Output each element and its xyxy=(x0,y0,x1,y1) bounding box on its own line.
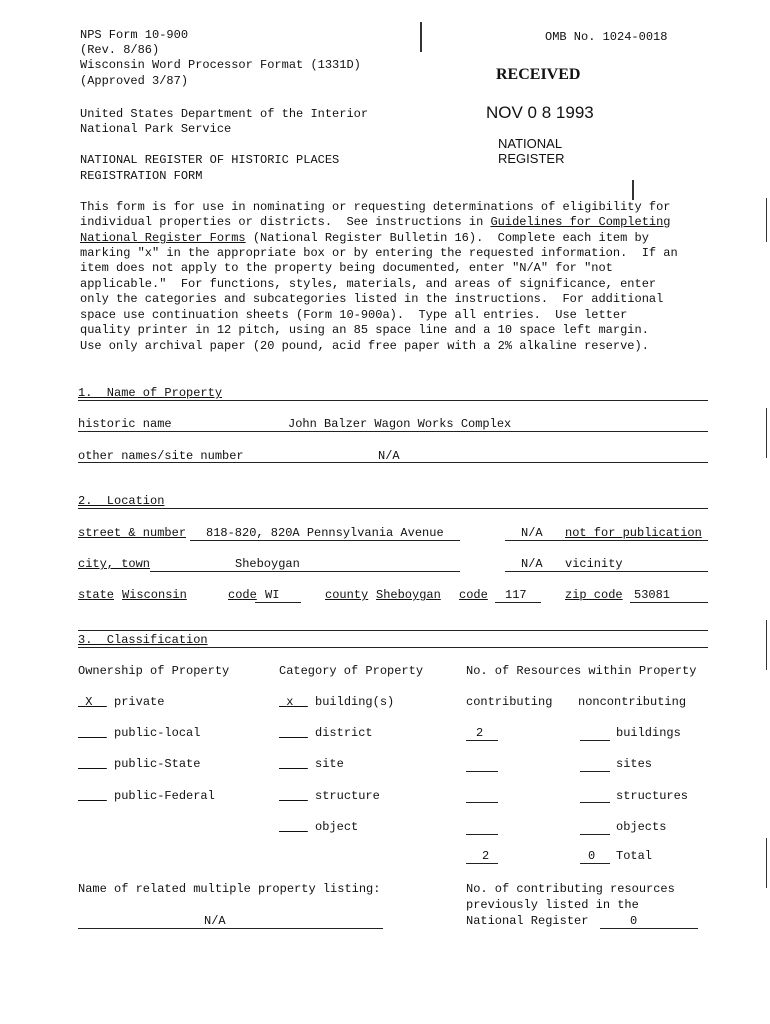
section-3-heading: 3. Classification xyxy=(78,633,208,647)
divider xyxy=(466,771,498,772)
county-code-value: 117 xyxy=(505,588,527,602)
divider xyxy=(466,834,498,835)
divider xyxy=(580,834,610,835)
ownership-option xyxy=(78,695,164,710)
divider xyxy=(580,740,610,741)
divider xyxy=(78,400,708,401)
ownership-label: private xyxy=(114,695,165,709)
divider xyxy=(78,431,708,432)
instructions-line: only the categories and subcategories listed in the instructions. For additional xyxy=(80,292,664,306)
state-label: state xyxy=(78,588,115,602)
instructions-line: item does not apply to the property being documented, enter "N/A" for "not xyxy=(80,261,613,275)
divider xyxy=(580,802,610,803)
ownership-option xyxy=(78,726,200,741)
instructions-line: quality printer in 12 pitch, using an 85 space line and a 10 space left margin. xyxy=(80,323,649,337)
scan-edge-mark xyxy=(766,620,767,670)
related-listing-label: Name of related multiple property listing: xyxy=(78,882,381,896)
category-mark xyxy=(279,726,308,740)
street-value: 818-820, 820A Pennsylvania Avenue xyxy=(206,526,444,540)
previously-listed-label: National Register xyxy=(466,914,589,928)
instructions-line: marking "x" in the appropriate box or by entering the requested information. If an xyxy=(80,246,678,260)
category-label: site xyxy=(315,757,344,771)
stamp-date: NOV 0 8 1993 xyxy=(486,103,594,122)
instructions-line: applicable." For functions, styles, materials, and areas of significance, enter xyxy=(80,277,657,291)
category-mark xyxy=(279,789,308,803)
stamp-received: RECEIVED xyxy=(496,66,581,83)
divider xyxy=(580,863,610,864)
category-mark xyxy=(279,820,308,834)
divider xyxy=(505,571,708,572)
vicinity-label: vicinity xyxy=(565,557,623,571)
ownership-mark xyxy=(78,789,107,803)
ownership-label: public-local xyxy=(114,726,201,740)
category-mark xyxy=(279,695,308,709)
category-option xyxy=(279,757,344,772)
vicinity-value: N/A xyxy=(521,557,543,571)
category-label: structure xyxy=(315,789,380,803)
previously-listed-label: No. of contributing resources xyxy=(466,882,675,896)
noncontributing-total: 0 xyxy=(588,849,596,863)
contributing-buildings: 2 xyxy=(476,726,484,740)
scan-edge-mark xyxy=(766,838,767,888)
divider xyxy=(255,602,301,603)
margin-mark xyxy=(632,180,634,200)
contributing-total: 2 xyxy=(482,849,490,863)
ownership-option xyxy=(78,789,215,804)
ownership-label: public-State xyxy=(114,757,201,771)
stamp-national: NATIONAL xyxy=(498,136,563,151)
instructions-line: This form is for use in nominating or requesting determinations of eligibility for xyxy=(80,200,671,214)
county-value: Sheboygan xyxy=(376,588,441,602)
state-code-label: code xyxy=(228,588,257,602)
margin-mark xyxy=(420,22,422,52)
instructions-text: (National Register Bulletin 16). Complete each item by xyxy=(245,231,649,245)
divider xyxy=(600,928,698,929)
form-revision: (Rev. 8/86) xyxy=(80,43,160,57)
city-value: Sheboygan xyxy=(235,557,300,571)
divider xyxy=(78,630,708,631)
resource-label: buildings xyxy=(616,726,681,740)
related-listing-value: N/A xyxy=(204,914,226,928)
form-number: NPS Form 10-900 xyxy=(80,28,189,42)
scan-edge-mark xyxy=(766,198,767,242)
resource-label: Total xyxy=(616,849,653,863)
form-approved: (Approved 3/87) xyxy=(80,74,189,88)
form-format: Wisconsin Word Processor Format (1331D) xyxy=(80,58,361,72)
category-label: district xyxy=(315,726,373,740)
divider xyxy=(466,802,498,803)
category-option xyxy=(279,726,373,741)
category-label: building(s) xyxy=(315,695,395,709)
category-option xyxy=(279,695,394,710)
divider xyxy=(466,863,498,864)
section-1-heading: 1. Name of Property xyxy=(78,386,223,400)
street-label: street & number xyxy=(78,526,187,540)
ownership-mark-value: X xyxy=(85,695,93,709)
divider xyxy=(505,540,708,541)
county-code-label: code xyxy=(459,588,488,602)
divider xyxy=(466,740,498,741)
zip-label: zip code xyxy=(565,588,623,602)
divider xyxy=(495,602,541,603)
county-label: county xyxy=(325,588,369,602)
ownership-mark xyxy=(78,726,107,740)
divider xyxy=(78,647,708,648)
ownership-mark xyxy=(78,695,107,709)
divider xyxy=(78,928,383,929)
ownership-header: Ownership of Property xyxy=(78,664,230,678)
divider xyxy=(190,540,460,541)
register-title: NATIONAL REGISTER OF HISTORIC PLACES xyxy=(80,153,340,167)
stamp-register: REGISTER xyxy=(498,151,565,166)
registration-form-title: REGISTRATION FORM xyxy=(80,169,203,183)
state-code-value: WI xyxy=(265,588,280,602)
divider xyxy=(78,462,708,463)
scan-edge-mark xyxy=(766,408,767,458)
category-option xyxy=(279,820,358,835)
ownership-option xyxy=(78,757,200,772)
instructions-line: Use only archival paper (20 pound, acid free paper with a 2% alkaline reserve). xyxy=(80,339,649,353)
historic-name-label: historic name xyxy=(78,417,172,431)
category-label: object xyxy=(315,820,359,834)
other-names-label: other names/site number xyxy=(78,449,244,463)
category-mark xyxy=(279,757,308,771)
guidelines-reference: Guidelines for Completing xyxy=(490,215,671,229)
divider xyxy=(150,571,460,572)
resource-label: objects xyxy=(616,820,667,834)
guidelines-reference: National Register Forms xyxy=(80,231,246,245)
not-for-publication-label: not for publication xyxy=(565,526,702,540)
zip-value: 53081 xyxy=(634,588,671,602)
historic-name-value: John Balzer Wagon Works Complex xyxy=(288,417,512,431)
instructions-text: individual properties or districts. See instructions in xyxy=(80,215,491,229)
instructions-line xyxy=(80,231,649,246)
category-option xyxy=(279,789,380,804)
other-names-value: N/A xyxy=(378,449,400,463)
category-header: Category of Property xyxy=(279,664,424,678)
contributing-header: contributing xyxy=(466,695,553,709)
previously-listed-label: previously listed in the xyxy=(466,898,639,912)
resources-header: No. of Resources within Property xyxy=(466,664,697,678)
resource-label: structures xyxy=(616,789,689,803)
agency-service: National Park Service xyxy=(80,122,232,136)
divider xyxy=(580,771,610,772)
divider xyxy=(78,508,708,509)
city-label: city, town xyxy=(78,557,151,571)
instructions-line xyxy=(80,215,671,230)
category-mark-value: x xyxy=(286,695,294,709)
ownership-mark xyxy=(78,757,107,771)
resource-label: sites xyxy=(616,757,653,771)
section-2-heading: 2. Location xyxy=(78,494,165,508)
agency-name: United States Department of the Interior xyxy=(80,107,369,121)
state-value: Wisconsin xyxy=(122,588,187,602)
previously-listed-value: 0 xyxy=(630,914,638,928)
noncontributing-header: noncontributing xyxy=(578,695,687,709)
ownership-label: public-Federal xyxy=(114,789,215,803)
omb-number: OMB No. 1024-0018 xyxy=(545,30,668,44)
divider xyxy=(630,602,708,603)
instructions-line: space use continuation sheets (Form 10-900a). Type all entries. Use letter xyxy=(80,308,628,322)
not-for-publication-value: N/A xyxy=(521,526,543,540)
